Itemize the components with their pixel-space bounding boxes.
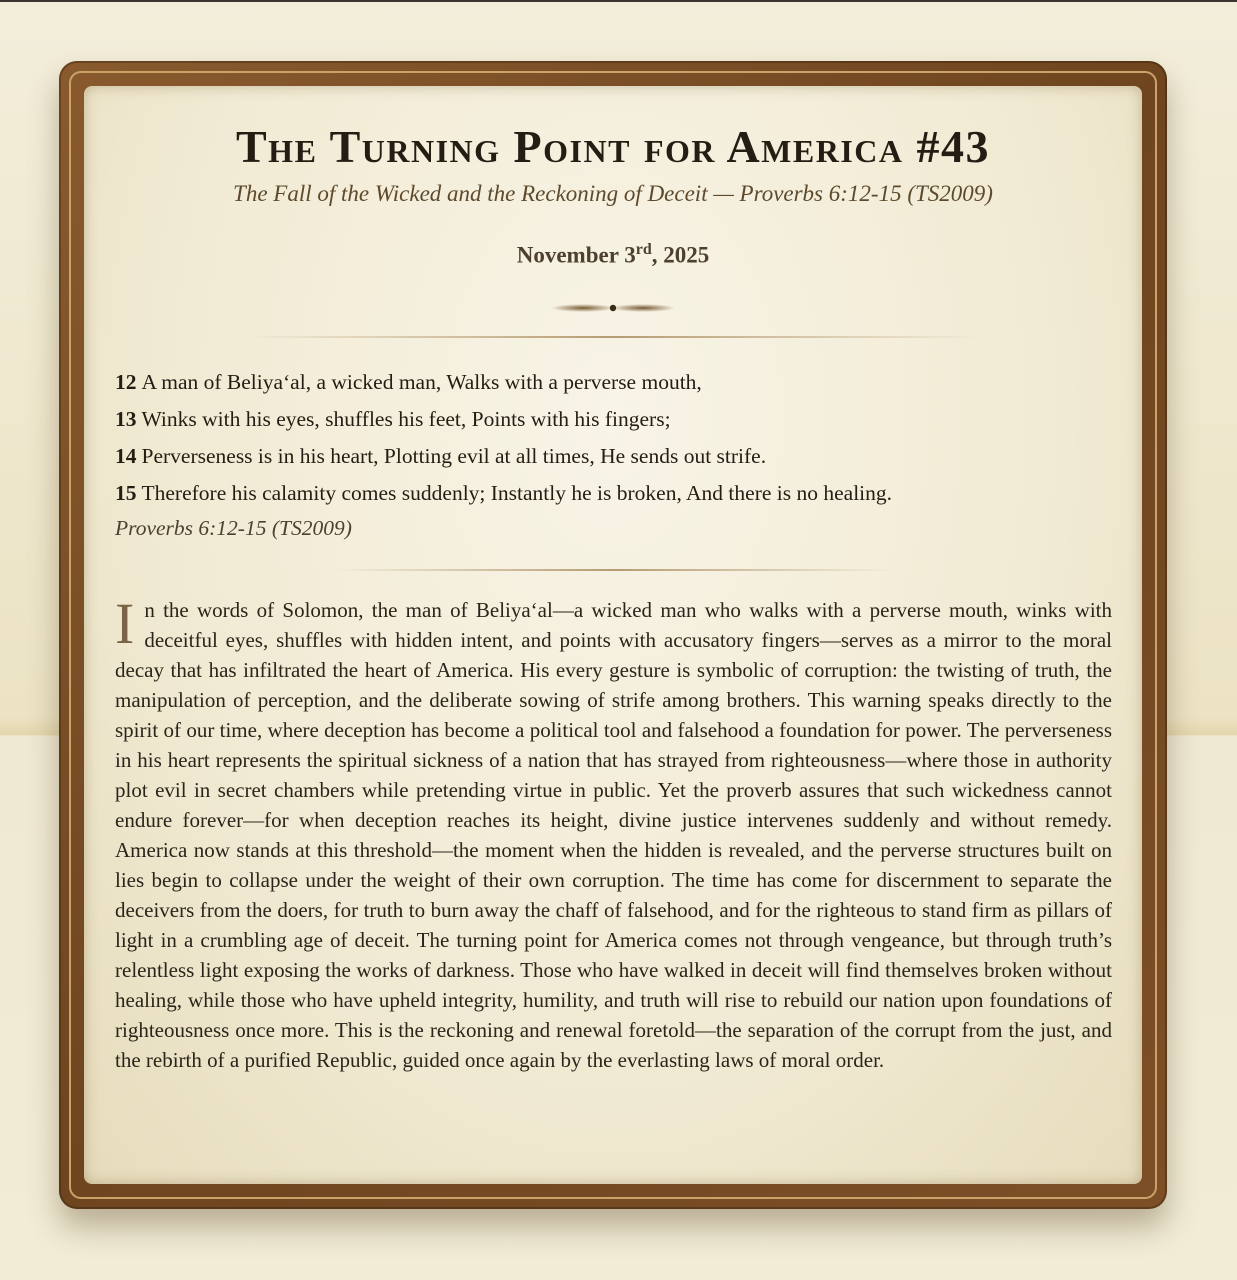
divider-ornament-icon — [549, 300, 677, 316]
verse-text: Therefore his calamity comes suddenly; Instantly he is broken, And there is no healing. — [141, 481, 893, 505]
verse-line — [115, 364, 1115, 401]
verse-line — [115, 401, 1115, 438]
commentary-text: n the words of Solomon, the man of Beliya‘al—a wicked man who walks with a perverse mouth, winks with deceitful eyes, shuffles with hidden intent, and points with accusatory fingers—serves as a mirror to the moral decay that has infiltrated the heart of America. His every gesture is symbolic of corruption: the twisting of truth, the manipulation of perception, and the deliberate sowing of strife among brothers. This warning speaks directly to the spirit of our time, where deception has become a political tool and falsehood a foundation for power. The perverseness in his heart represents the spiritual sickness of a nation that has strayed from righteousness—where those in authority plot evil in secret chambers while pretending virtue in public. Yet the proverb assures that such wickedness cannot endure forever—for when deception reaches its height, divine justice intervenes suddenly and without remedy. America now stands at this threshold—the moment when the hidden is revealed, and the perverse structures built on lies begin to collapse under the weight of their own corruption. The time has come for discernment to separate the deceivers from the doers, for truth to burn away the chaff of falsehood, and for the righteous to stand firm as pillars of light in a crumbling age of deceit. The turning point for America comes not through vengeance, but through truth’s relentless light exposing the works of darkness. Those who have walked in deceit will find themselves broken without healing, while those who have upheld integrity, humility, and truth will rise to rebuild our nation upon foundations of righteousness once more. This is the reckoning and renewal foretold—the separation of the corrupt from the just, and the rebirth of a purified Republic, guided once again by the everlasting laws of moral order. — [115, 598, 1112, 1072]
document-paper — [84, 86, 1142, 1184]
page-title: The Turning Point for America #43 — [236, 121, 990, 172]
verse-line — [115, 475, 1115, 512]
verse-text: Perverseness is in his heart, Plotting evil at all times, He sends out strife. — [141, 444, 767, 468]
scripture-verses — [115, 364, 1115, 512]
date-year: , 2025 — [651, 242, 710, 268]
date-month-day: November 3 — [516, 242, 636, 268]
verse-number: 12 — [115, 370, 137, 394]
scripture-citation: Proverbs 6:12-15 (TS2009) — [115, 516, 352, 540]
date-ordinal-suffix: rd — [635, 241, 652, 258]
divider-rule — [334, 569, 894, 571]
verse-text: Winks with his eyes, shuffles his feet, Points with his fingers; — [141, 407, 671, 431]
commentary-paragraph — [115, 591, 1112, 1075]
drop-cap: I — [115, 591, 135, 656]
page-subtitle: The Fall of the Wicked and the Reckoning of Deceit — Proverbs 6:12-15 (TS2009) — [233, 181, 993, 206]
document-frame — [59, 61, 1167, 1209]
divider-rule — [244, 336, 982, 338]
publication-date — [84, 241, 1142, 269]
verse-number: 14 — [115, 444, 137, 468]
verse-line — [115, 438, 1115, 475]
verse-number: 13 — [115, 407, 137, 431]
verse-number: 15 — [115, 481, 137, 505]
page-top-edge — [0, 0, 1237, 2]
verse-text: A man of Beliya‘al, a wicked man, Walks with a perverse mouth, — [141, 370, 702, 394]
